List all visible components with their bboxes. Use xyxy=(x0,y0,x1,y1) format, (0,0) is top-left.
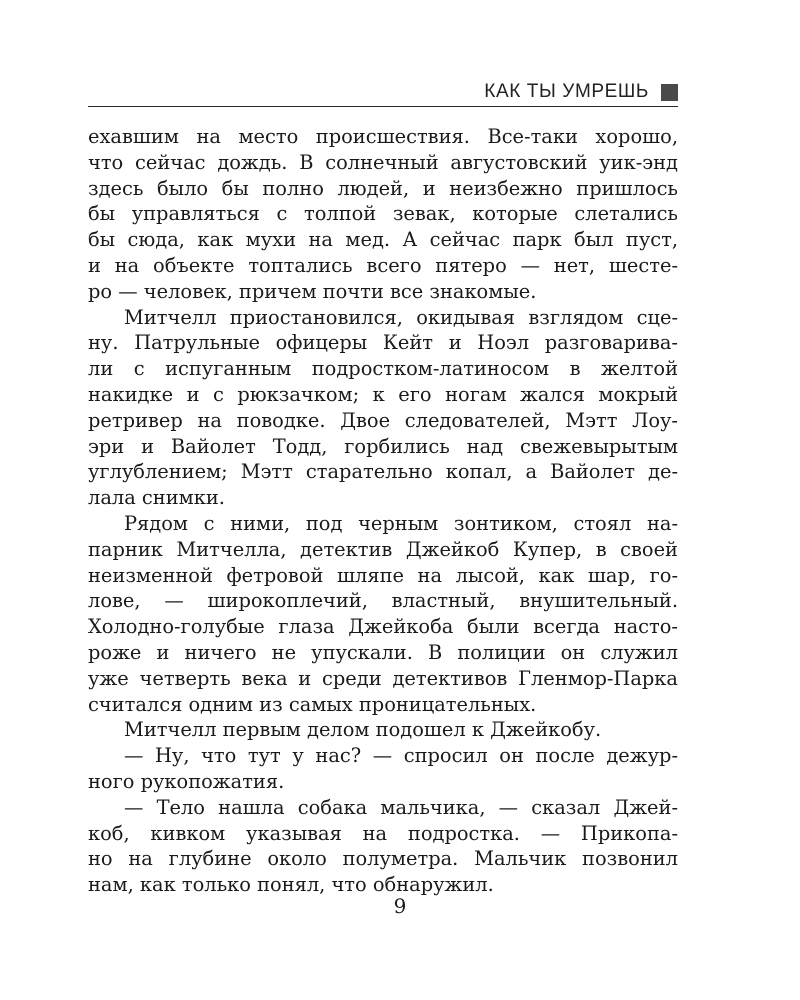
text-line: — Тело нашла собака мальчика, — сказал Джей- xyxy=(124,795,678,819)
text-line: уже четверть века и среди детективов Гленмор-Парка xyxy=(88,666,678,690)
text-line: Рядом с ними, под черным зонтиком, стоял на- xyxy=(124,511,678,535)
text-line: лове, — широкоплечий, властный, внушительный. xyxy=(88,589,678,613)
square-ornament-icon xyxy=(661,84,678,101)
text-line: бы управляться с толпой зевак, которые слетались xyxy=(88,202,678,226)
header-rule xyxy=(88,106,678,107)
running-head xyxy=(88,80,678,104)
body-text xyxy=(88,124,678,898)
page-number: 9 xyxy=(393,894,407,918)
text-line: Митчелл первым делом подошел к Джейкобу. xyxy=(124,718,602,742)
text-line: ретривер на поводке. Двое следователей, Мэтт Лоу- xyxy=(88,408,678,432)
text-line: считался одним из самых проницательных. xyxy=(88,692,537,716)
text-line: Холодно-голубые глаза Джейкоба были всегда насто- xyxy=(88,615,678,639)
text-line: ного рукопожатия. xyxy=(88,769,285,793)
text-line: Митчелл приостановился, окидывая взглядом сце- xyxy=(124,305,678,329)
text-line: здесь было бы полно людей, и неизбежно пришлось xyxy=(88,176,678,200)
text-line: роже и ничего не упускали. В полиции он служил xyxy=(88,640,678,664)
text-line: — Ну, что тут у нас? — спросил он после дежур- xyxy=(124,744,678,768)
text-line: ро — человек, причем почти все знакомые. xyxy=(88,279,537,303)
text-line: эри и Вайолет Тодд, горбились над свежевырытым xyxy=(88,434,678,458)
text-line: лала снимки. xyxy=(88,486,225,510)
text-line: парник Митчелла, детектив Джейкоб Купер, в своей xyxy=(88,537,678,561)
text-line: и на объекте топтались всего пятеро — нет, шесте- xyxy=(88,253,678,277)
text-line: ну. Патрульные офицеры Кейт и Ноэл разговарива- xyxy=(88,331,678,355)
text-line: неизменной фетровой шляпе на лысой, как шар, го- xyxy=(88,563,678,587)
text-line: что сейчас дождь. В солнечный августовский уик-энд xyxy=(88,150,678,174)
text-line: углублением; Мэтт старательно копал, а Вайолет де- xyxy=(88,460,678,484)
text-line: но на глубине около полуметра. Мальчик позвонил xyxy=(88,847,678,871)
text-line: ехавшим на место происшествия. Все-таки хорошо, xyxy=(88,125,678,148)
text-line: накидке и с рюкзачком; к его ногам жался мокрый xyxy=(88,382,678,406)
running-title: КАК ТЫ УМРЕШЬ xyxy=(484,81,649,102)
text-line: ли с испуганным подростком-латиносом в желтой xyxy=(88,357,678,381)
text-line: коб, кивком указывая на подростка. — Прикопа- xyxy=(88,821,678,845)
text-line: бы сюда, как мухи на мед. А сейчас парк был пуст, xyxy=(88,228,678,252)
text-line: нам, как только понял, что обнаружил. xyxy=(88,873,494,897)
